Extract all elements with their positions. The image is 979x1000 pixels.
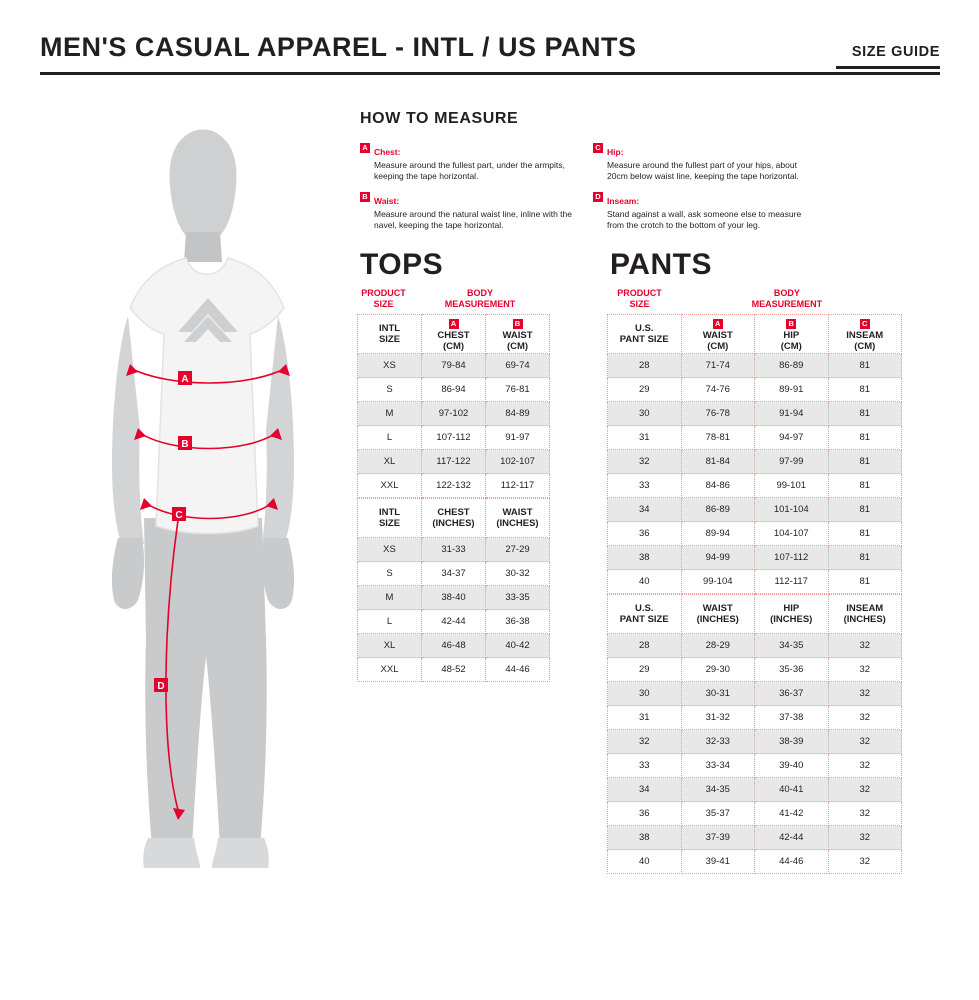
table-row (358, 426, 550, 450)
table-cell: 36 (608, 522, 682, 546)
table-cell: 34-35 (755, 634, 829, 658)
table-cell: 79-84 (422, 354, 486, 378)
pants-in-header-cell: INSEAM (INCHES) (828, 595, 902, 634)
table-cell: 86-89 (755, 354, 829, 378)
table-cell: 69-74 (486, 354, 550, 378)
table-row (358, 378, 550, 402)
how-to-measure-column-right (593, 142, 808, 240)
table-row (608, 778, 902, 802)
table-row (608, 378, 902, 402)
table-cell: 32 (828, 730, 902, 754)
table-row (358, 450, 550, 474)
table-cell: 81 (828, 426, 902, 450)
tops-cm-header-cell: B WAIST (CM) (486, 315, 550, 354)
tops-in-header-cell: CHEST (INCHES) (422, 499, 486, 538)
table-cell: 32 (828, 658, 902, 682)
table-cell: L (358, 426, 422, 450)
table-cell: 36 (608, 802, 682, 826)
tops-body-measurement-group: BODY MEASUREMENT (444, 288, 516, 309)
measure-item-inseam (593, 191, 808, 231)
table-cell: 86-89 (681, 498, 755, 522)
table-cell: 38 (608, 546, 682, 570)
table-row (608, 474, 902, 498)
measure-item-waist (360, 191, 575, 231)
table-cell: 34-35 (681, 778, 755, 802)
header-divider (40, 72, 940, 75)
table-cell: 32 (828, 754, 902, 778)
table-cell: 30-31 (681, 682, 755, 706)
table-cell: 40 (608, 850, 682, 874)
table-cell: S (358, 378, 422, 402)
table-cell: 30 (608, 402, 682, 426)
table-cell: 99-104 (681, 570, 755, 594)
table-cell: 32-33 (681, 730, 755, 754)
tops-group-headers (357, 288, 550, 314)
measure-desc-chest: Measure around the fullest part, under the armpits, keeping the tape horizontal. (374, 160, 565, 181)
table-cell: 91-94 (755, 402, 829, 426)
table-cell: 81 (828, 546, 902, 570)
table-cell: 40 (608, 570, 682, 594)
pants-inches-table (607, 594, 902, 874)
measure-term-hip: Hip: (607, 147, 624, 157)
size-guide-label: SIZE GUIDE (851, 44, 940, 60)
table-cell: 28 (608, 354, 682, 378)
how-to-measure-title: HOW TO MEASURE (360, 110, 519, 127)
table-cell: 94-99 (681, 546, 755, 570)
table-row (608, 658, 902, 682)
tops-inches-table (357, 498, 550, 682)
table-cell: 39-41 (681, 850, 755, 874)
tops-in-header-row (358, 499, 550, 538)
table-cell: XS (358, 538, 422, 562)
measure-term-waist: Waist: (374, 196, 400, 206)
size-guide-underline (836, 66, 940, 69)
table-row (608, 546, 902, 570)
table-cell: 35-37 (681, 802, 755, 826)
tops-cm-table (357, 314, 550, 498)
table-cell: 117-122 (422, 450, 486, 474)
page-header (40, 18, 940, 70)
pants-section-title: PANTS (610, 248, 712, 281)
tops-in-header-cell: INTL SIZE (358, 499, 422, 538)
table-cell: 86-94 (422, 378, 486, 402)
table-row (608, 634, 902, 658)
table-cell: 32 (828, 802, 902, 826)
table-cell: 38-39 (755, 730, 829, 754)
table-cell: 81 (828, 498, 902, 522)
table-cell: 30 (608, 682, 682, 706)
table-cell: 81 (828, 378, 902, 402)
table-row (358, 658, 550, 682)
figure-marker-c (172, 507, 186, 521)
table-row (358, 634, 550, 658)
table-cell: 33-35 (486, 586, 550, 610)
table-cell: 97-102 (422, 402, 486, 426)
table-cell: 31-33 (422, 538, 486, 562)
table-cell: 107-112 (422, 426, 486, 450)
table-cell: 81 (828, 474, 902, 498)
table-cell: XXL (358, 474, 422, 498)
table-row (358, 610, 550, 634)
measure-desc-waist: Measure around the natural waist line, inline with the navel, keeping the tape horizontal. (374, 209, 572, 230)
table-cell: 112-117 (486, 474, 550, 498)
table-row (608, 682, 902, 706)
table-row (608, 426, 902, 450)
table-cell: 34 (608, 778, 682, 802)
table-cell: 74-76 (681, 378, 755, 402)
table-cell: 35-36 (755, 658, 829, 682)
badge-b-icon: B (786, 319, 796, 329)
measure-term-chest: Chest: (374, 147, 401, 157)
figure-body (112, 130, 294, 869)
table-row (608, 802, 902, 826)
table-cell: 28 (608, 634, 682, 658)
table-cell: 42-44 (755, 826, 829, 850)
svg-text:C: C (175, 510, 183, 521)
table-cell: 32 (828, 634, 902, 658)
table-cell: 78-81 (681, 426, 755, 450)
table-cell: 104-107 (755, 522, 829, 546)
table-cell: 41-42 (755, 802, 829, 826)
table-cell: 81-84 (681, 450, 755, 474)
table-cell: 40-42 (486, 634, 550, 658)
table-cell: 112-117 (755, 570, 829, 594)
pants-table-block (607, 288, 902, 874)
badge-d-icon: D (593, 192, 603, 202)
table-cell: 39-40 (755, 754, 829, 778)
table-cell: 30-32 (486, 562, 550, 586)
table-row (608, 826, 902, 850)
table-cell: 31 (608, 426, 682, 450)
table-cell: 102-107 (486, 450, 550, 474)
badge-b-icon: B (513, 319, 523, 329)
table-cell: 84-86 (681, 474, 755, 498)
table-cell: 81 (828, 354, 902, 378)
pants-product-size-group: PRODUCT SIZE (617, 288, 662, 309)
table-row (358, 354, 550, 378)
table-row (608, 850, 902, 874)
table-cell: 33-34 (681, 754, 755, 778)
table-cell: 81 (828, 402, 902, 426)
table-row (358, 586, 550, 610)
table-cell: 89-94 (681, 522, 755, 546)
measure-item-hip (593, 142, 808, 182)
table-cell: 101-104 (755, 498, 829, 522)
tops-cm-header-cell: INTL SIZE (358, 315, 422, 354)
table-cell: 31-32 (681, 706, 755, 730)
table-cell: 32 (608, 450, 682, 474)
mannequin-illustration (60, 120, 360, 880)
pants-body-measurement-group: BODY MEASUREMENT (751, 288, 823, 309)
table-cell: 29-30 (681, 658, 755, 682)
table-row (608, 402, 902, 426)
pants-cm-header-row (608, 315, 902, 354)
table-cell: 32 (828, 706, 902, 730)
table-cell: 81 (828, 450, 902, 474)
table-cell: 32 (608, 730, 682, 754)
table-cell: 46-48 (422, 634, 486, 658)
table-cell: 32 (828, 826, 902, 850)
table-row (358, 474, 550, 498)
table-cell: M (358, 586, 422, 610)
table-row (608, 522, 902, 546)
badge-a-icon: A (713, 319, 723, 329)
table-cell: L (358, 610, 422, 634)
badge-a-icon: A (449, 319, 459, 329)
table-cell: XL (358, 450, 422, 474)
measure-desc-inseam: Stand against a wall, ask someone else to measure from the crotch to the bottom of your leg. (607, 209, 802, 230)
table-cell: XS (358, 354, 422, 378)
table-cell: 84-89 (486, 402, 550, 426)
tops-cm-header-row (358, 315, 550, 354)
measure-desc-hip: Measure around the fullest part of your hips, about 20cm below waist line, keeping the tape horizontal. (607, 160, 799, 181)
table-cell: XL (358, 634, 422, 658)
table-cell: 32 (828, 850, 902, 874)
measure-item-chest (360, 142, 575, 182)
svg-text:A: A (181, 374, 189, 385)
table-cell: XXL (358, 658, 422, 682)
badge-b-icon: B (360, 192, 370, 202)
table-row (358, 402, 550, 426)
table-cell: 32 (828, 682, 902, 706)
how-to-measure-column-left (360, 142, 575, 240)
pants-cm-header-cell: A WAIST (CM) (681, 315, 755, 354)
table-cell: S (358, 562, 422, 586)
badge-c-icon: C (860, 319, 870, 329)
table-cell: 36-38 (486, 610, 550, 634)
table-cell: 44-46 (486, 658, 550, 682)
table-cell: 107-112 (755, 546, 829, 570)
table-cell: 29 (608, 378, 682, 402)
tops-product-size-group: PRODUCT SIZE (361, 288, 406, 309)
pants-cm-table (607, 314, 902, 594)
figure-marker-d (154, 678, 168, 692)
table-cell: 42-44 (422, 610, 486, 634)
table-row (358, 538, 550, 562)
table-cell: 89-91 (755, 378, 829, 402)
pants-in-header-cell: U.S. PANT SIZE (608, 595, 682, 634)
figure-marker-a (178, 371, 192, 385)
table-cell: 94-97 (755, 426, 829, 450)
table-row (608, 706, 902, 730)
table-cell: 40-41 (755, 778, 829, 802)
table-cell: 122-132 (422, 474, 486, 498)
table-row (608, 354, 902, 378)
pants-in-header-row (608, 595, 902, 634)
table-cell: 44-46 (755, 850, 829, 874)
pants-in-header-cell: WAIST (INCHES) (681, 595, 755, 634)
table-cell: 99-101 (755, 474, 829, 498)
table-cell: 34 (608, 498, 682, 522)
table-row (608, 450, 902, 474)
table-cell: 38 (608, 826, 682, 850)
table-cell: 71-74 (681, 354, 755, 378)
table-cell: 76-78 (681, 402, 755, 426)
pants-in-header-cell: HIP (INCHES) (755, 595, 829, 634)
table-cell: 91-97 (486, 426, 550, 450)
table-cell: 32 (828, 778, 902, 802)
table-cell: 31 (608, 706, 682, 730)
table-cell: 33 (608, 474, 682, 498)
table-cell: 27-29 (486, 538, 550, 562)
table-cell: 37-38 (755, 706, 829, 730)
pants-cm-header-cell: B HIP (CM) (755, 315, 829, 354)
pants-cm-header-cell: C INSEAM (CM) (828, 315, 902, 354)
table-row (608, 498, 902, 522)
badge-a-icon: A (360, 143, 370, 153)
tops-table-block (357, 288, 550, 682)
table-cell: 33 (608, 754, 682, 778)
table-cell: 48-52 (422, 658, 486, 682)
badge-c-icon: C (593, 143, 603, 153)
table-cell: 76-81 (486, 378, 550, 402)
how-to-measure-section (360, 110, 940, 240)
page-title: MEN'S CASUAL APPAREL - INTL / US PANTS (40, 32, 637, 62)
table-cell: 37-39 (681, 826, 755, 850)
table-cell: 28-29 (681, 634, 755, 658)
pants-cm-header-cell: U.S. PANT SIZE (608, 315, 682, 354)
table-cell: 81 (828, 570, 902, 594)
table-row (608, 730, 902, 754)
tops-section-title: TOPS (360, 248, 444, 281)
svg-text:B: B (181, 439, 189, 450)
table-row (608, 570, 902, 594)
table-row (358, 562, 550, 586)
measure-term-inseam: Inseam: (607, 196, 640, 206)
table-cell: M (358, 402, 422, 426)
table-row (608, 754, 902, 778)
table-cell: 34-37 (422, 562, 486, 586)
table-cell: 97-99 (755, 450, 829, 474)
svg-text:D: D (157, 681, 165, 692)
tops-cm-header-cell: A CHEST (CM) (422, 315, 486, 354)
table-cell: 29 (608, 658, 682, 682)
tops-in-header-cell: WAIST (INCHES) (486, 499, 550, 538)
figure-marker-b (178, 436, 192, 450)
table-cell: 38-40 (422, 586, 486, 610)
table-cell: 36-37 (755, 682, 829, 706)
pants-group-headers (607, 288, 902, 314)
table-cell: 81 (828, 522, 902, 546)
